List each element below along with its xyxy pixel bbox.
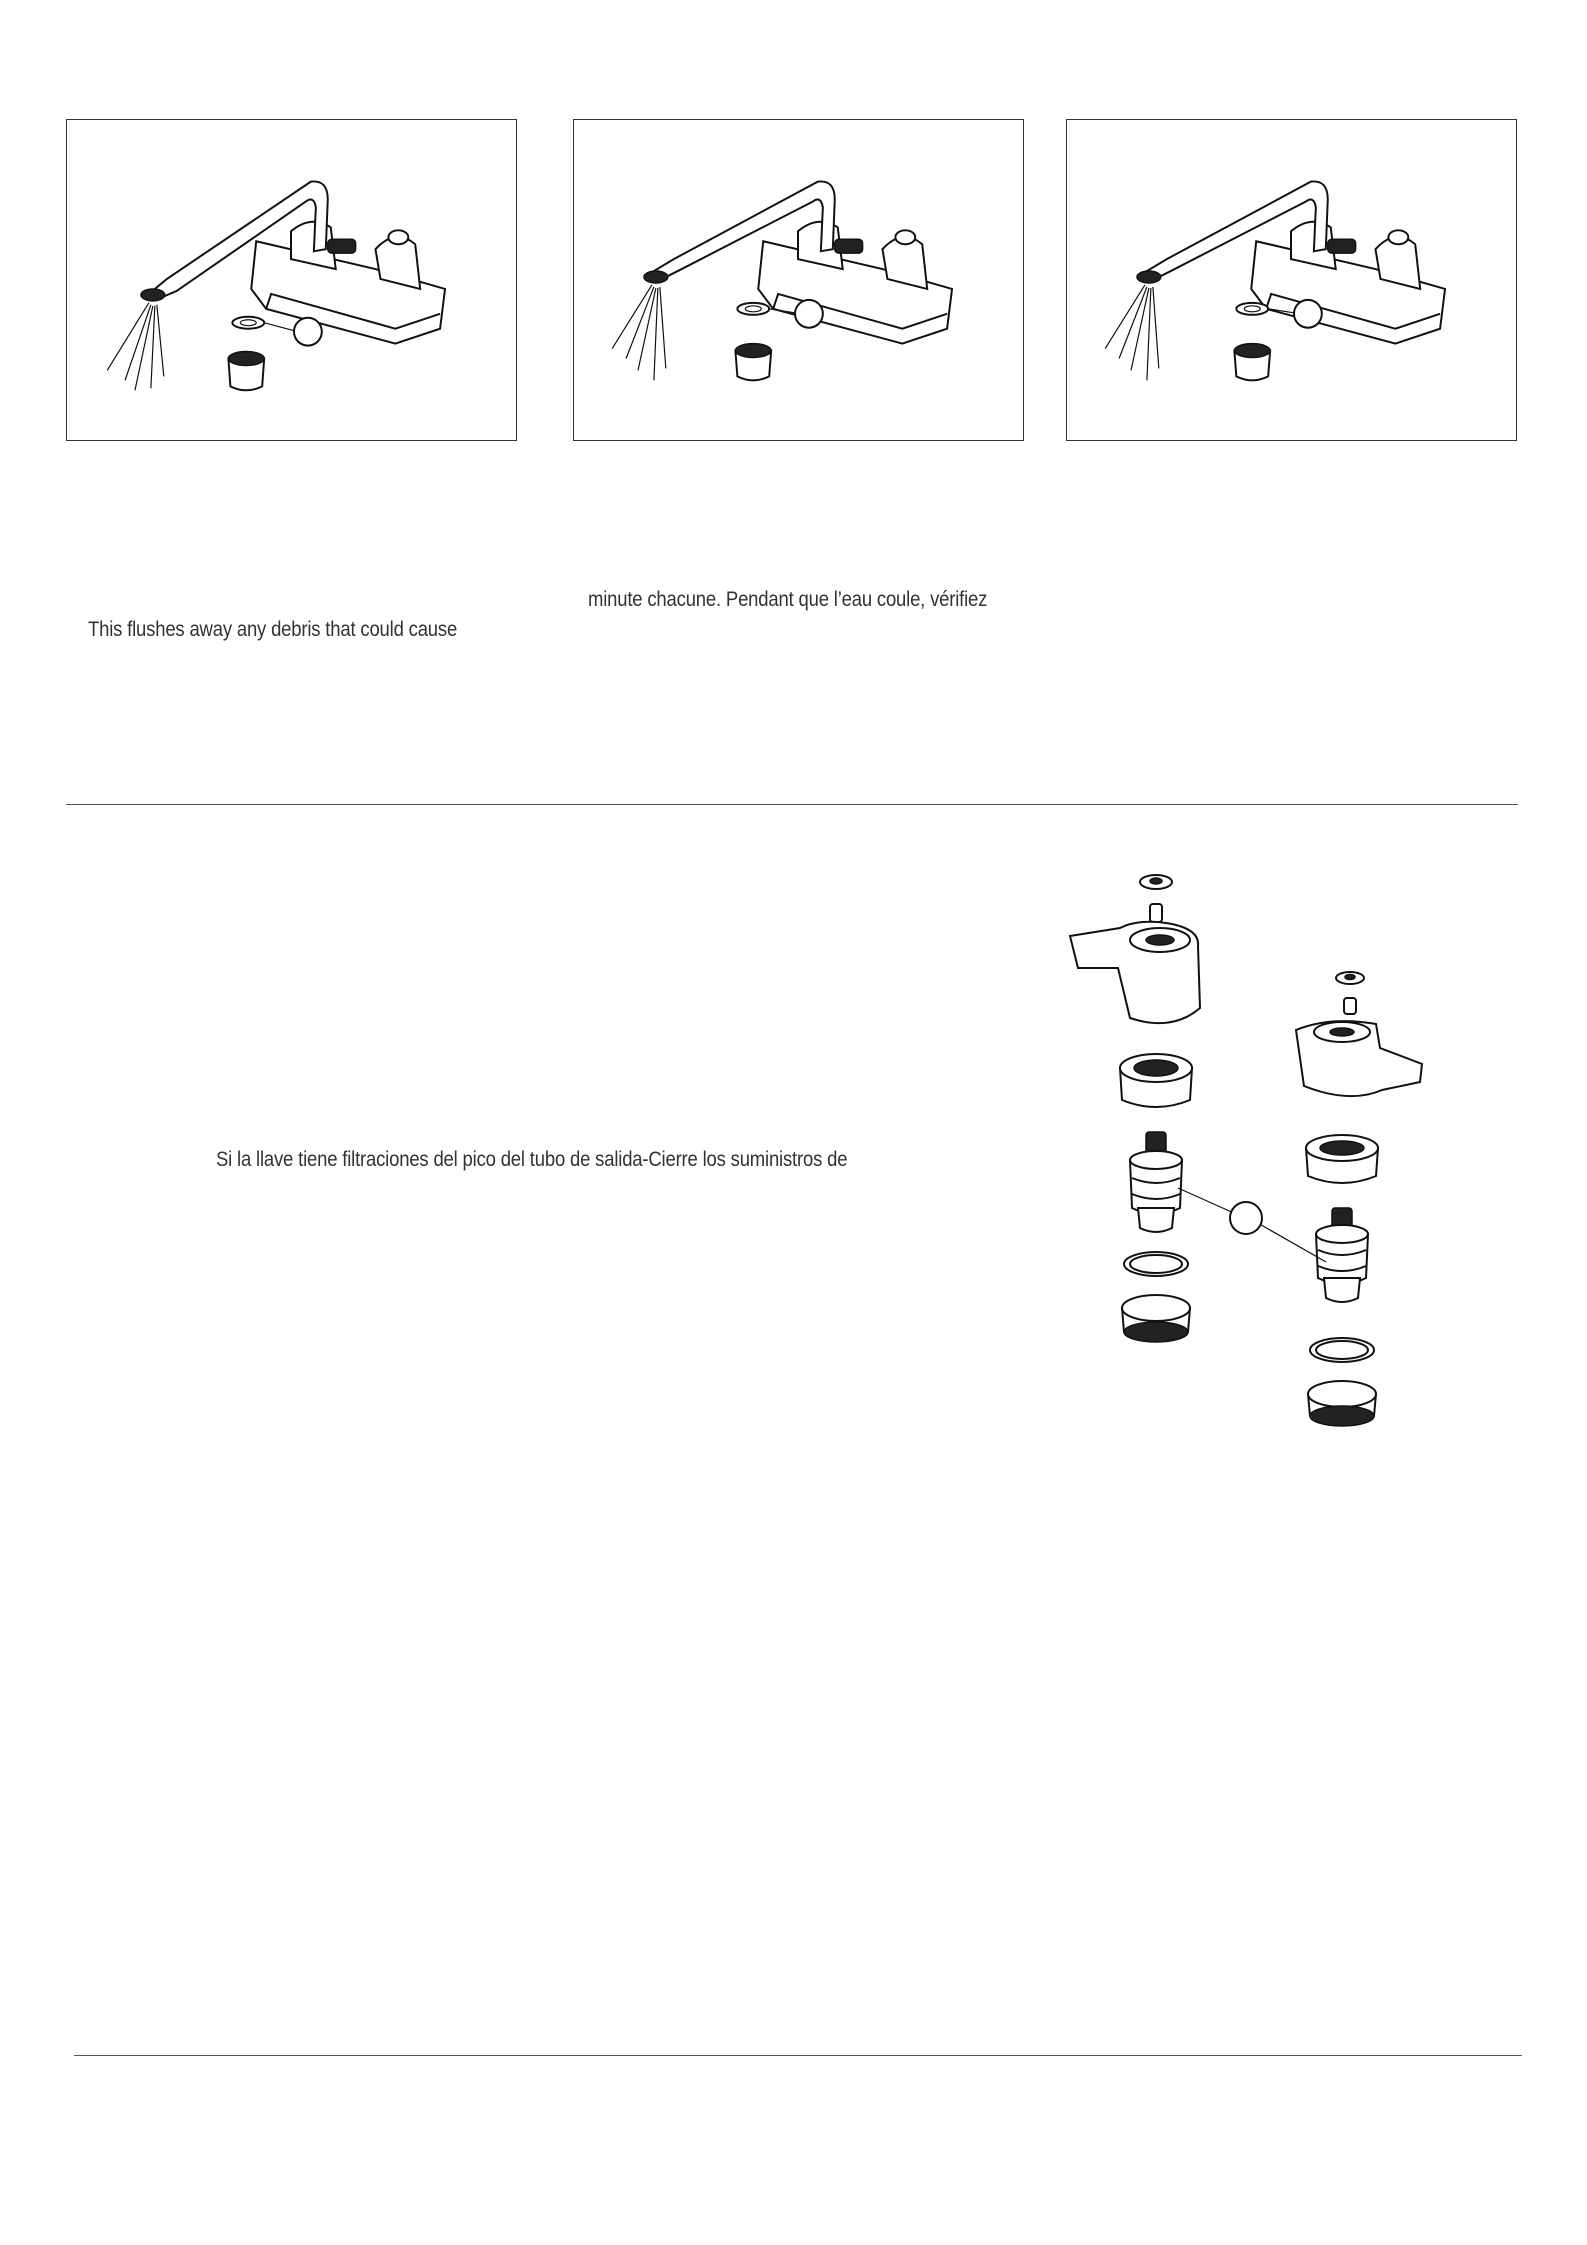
footer-divider — [74, 2055, 1522, 2056]
faucet-aerator-icon — [1067, 120, 1516, 440]
faucet-illustration-panel-3 — [1066, 119, 1517, 441]
cartridge-exploded-icon — [1060, 868, 1460, 1438]
spanish-leak-text: Si la llave tiene filtraciones del pico del tubo de salida-Cierre los suministros de — [216, 1148, 848, 1171]
english-flush-text: This flushes away any debris that could cause — [88, 618, 458, 641]
french-flush-text: minute chacune. Pendant que l’eau coule, vérifiez — [588, 588, 988, 611]
faucet-illustration-panel-2 — [573, 119, 1024, 441]
faucet-aerator-icon — [67, 120, 516, 440]
cartridge-exploded-diagram — [1060, 868, 1460, 1438]
section-divider — [66, 804, 1518, 805]
faucet-illustration-panel-1 — [66, 119, 517, 441]
faucet-aerator-icon — [574, 120, 1023, 440]
